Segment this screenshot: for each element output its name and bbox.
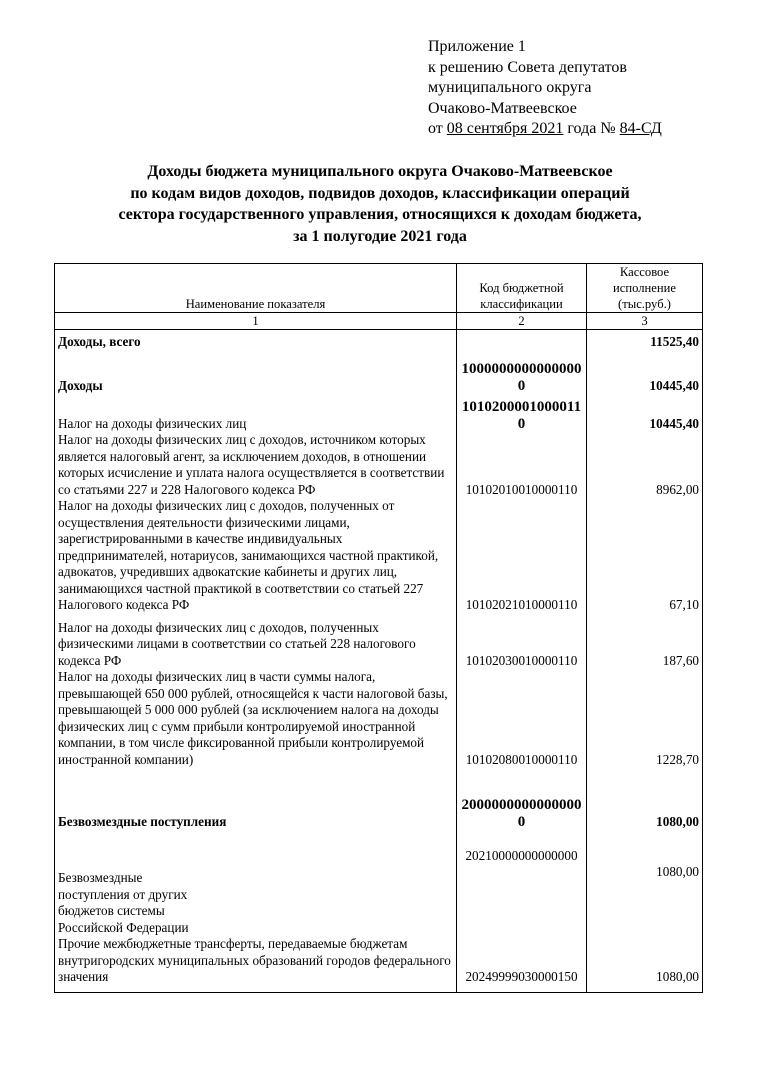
row-code: 10102000010000110 xyxy=(457,394,587,432)
row-name: Налог на доходы физических лиц с доходов, полученных физическими лицами в соответствии со статьей 228 налогового кодекса РФ xyxy=(55,614,457,670)
title-line: за 1 полугодие 2021 года xyxy=(293,227,467,245)
title-line: по кодам видов доходов, подвидов доходов, классификации операций xyxy=(130,184,630,202)
row-code: 10102030010000110 xyxy=(457,614,587,670)
row-code: 10102021010000110 xyxy=(457,498,587,614)
row-name: Налог на доходы физических лиц в части суммы налога, превышающей 650 000 рублей, относящейся к части налоговой базы, превышающей 5 000 000 рублей (за исключением налога на доходы физических лиц с сумм прибыли контролируемой иностранной компании, в том числе фиксированной прибыли контролируемой иностранной компании) xyxy=(55,669,457,768)
table-row xyxy=(55,614,703,670)
row-amount: 1228,70 xyxy=(587,669,703,768)
row-name: Безвозмездные поступления от других бюджетов системы Российской Федерации xyxy=(55,830,457,936)
decision-date: 08 сентября 2021 xyxy=(446,120,564,138)
table-header-row xyxy=(55,264,703,313)
appendix-line: к решению Совета депутатов xyxy=(428,58,627,76)
column-number: 2 xyxy=(457,313,587,330)
decision-number: 84-СД xyxy=(619,120,662,138)
table-row xyxy=(55,350,703,394)
row-amount: 1080,00 xyxy=(587,936,703,992)
row-amount: 11525,40 xyxy=(587,330,703,351)
row-amount: 10445,40 xyxy=(587,350,703,394)
appendix-block xyxy=(428,37,662,140)
row-name: Доходы, всего xyxy=(55,330,457,351)
number-prefix: года № xyxy=(563,120,620,138)
row-amount: 1080,00 xyxy=(587,768,703,830)
row-name: Налог на доходы физических лиц с доходов, источником которых является налоговый агент, за исключением доходов, в отношении которых исчисление и уплата налога осуществляется в соответствии со статьями 227 и 228 Налогового кодекса РФ xyxy=(55,432,457,498)
row-name: Налог на доходы физических лиц xyxy=(55,394,457,432)
row-name: Налог на доходы физических лиц с доходов, полученных от осуществления деятельности физическими лицами, зарегистрированными в качестве индивидуальных предпринимателей, нотариусов, занимающихся частной практикой, адвокатов, учредивших адвокатские кабинеты и других лиц, занимающихся частной практикой в соответствии со статьей 227 Налогового кодекса РФ xyxy=(55,498,457,614)
row-name: Доходы xyxy=(55,350,457,394)
column-number: 1 xyxy=(55,313,457,330)
revenue-table xyxy=(54,263,703,993)
row-code: 10102010010000110 xyxy=(457,432,587,498)
row-code: 20210000000000000 xyxy=(457,830,587,936)
header-code: Код бюджетной классификации xyxy=(457,264,587,313)
row-amount: 67,10 xyxy=(587,498,703,614)
header-name: Наименование показателя xyxy=(55,264,457,313)
row-code: 20000000000000000 xyxy=(457,768,587,830)
table-row xyxy=(55,768,703,830)
row-name: Прочие межбюджетные трансферты, передаваемые бюджетам внутригородских муниципальных образований городов федерального значения xyxy=(55,936,457,992)
title-line: сектора государственного управления, относящихся к доходам бюджета, xyxy=(118,206,642,223)
table-row xyxy=(55,432,703,498)
header-amount: Кассовое исполнение (тыс.руб.) xyxy=(587,264,703,313)
appendix-line: муниципального округа xyxy=(428,79,592,97)
appendix-line: Очаково-Матвеевское xyxy=(428,99,577,117)
row-code: 10102080010000110 xyxy=(457,669,587,768)
row-amount: 10445,40 xyxy=(587,394,703,432)
column-number: 3 xyxy=(587,313,703,330)
table-row xyxy=(55,394,703,432)
row-amount: 1080,00 xyxy=(587,830,703,936)
appendix-line: Приложение 1 xyxy=(428,38,526,55)
row-amount: 8962,00 xyxy=(587,432,703,498)
table-row xyxy=(55,669,703,768)
column-number-row xyxy=(55,313,703,330)
document-title xyxy=(40,161,720,247)
table-row xyxy=(55,830,703,936)
appendix-date-line xyxy=(428,119,662,140)
row-amount: 187,60 xyxy=(587,614,703,670)
row-code: 10000000000000000 xyxy=(457,350,587,394)
table-row xyxy=(55,936,703,992)
date-prefix: от xyxy=(428,120,447,138)
table-row xyxy=(55,498,703,614)
row-code xyxy=(457,330,587,351)
row-code: 20249999030000150 xyxy=(457,936,587,992)
table-row xyxy=(55,330,703,351)
row-name: Безвозмездные поступления xyxy=(55,768,457,830)
title-line: Доходы бюджета муниципального округа Очаково-Матвеевское xyxy=(147,163,613,180)
